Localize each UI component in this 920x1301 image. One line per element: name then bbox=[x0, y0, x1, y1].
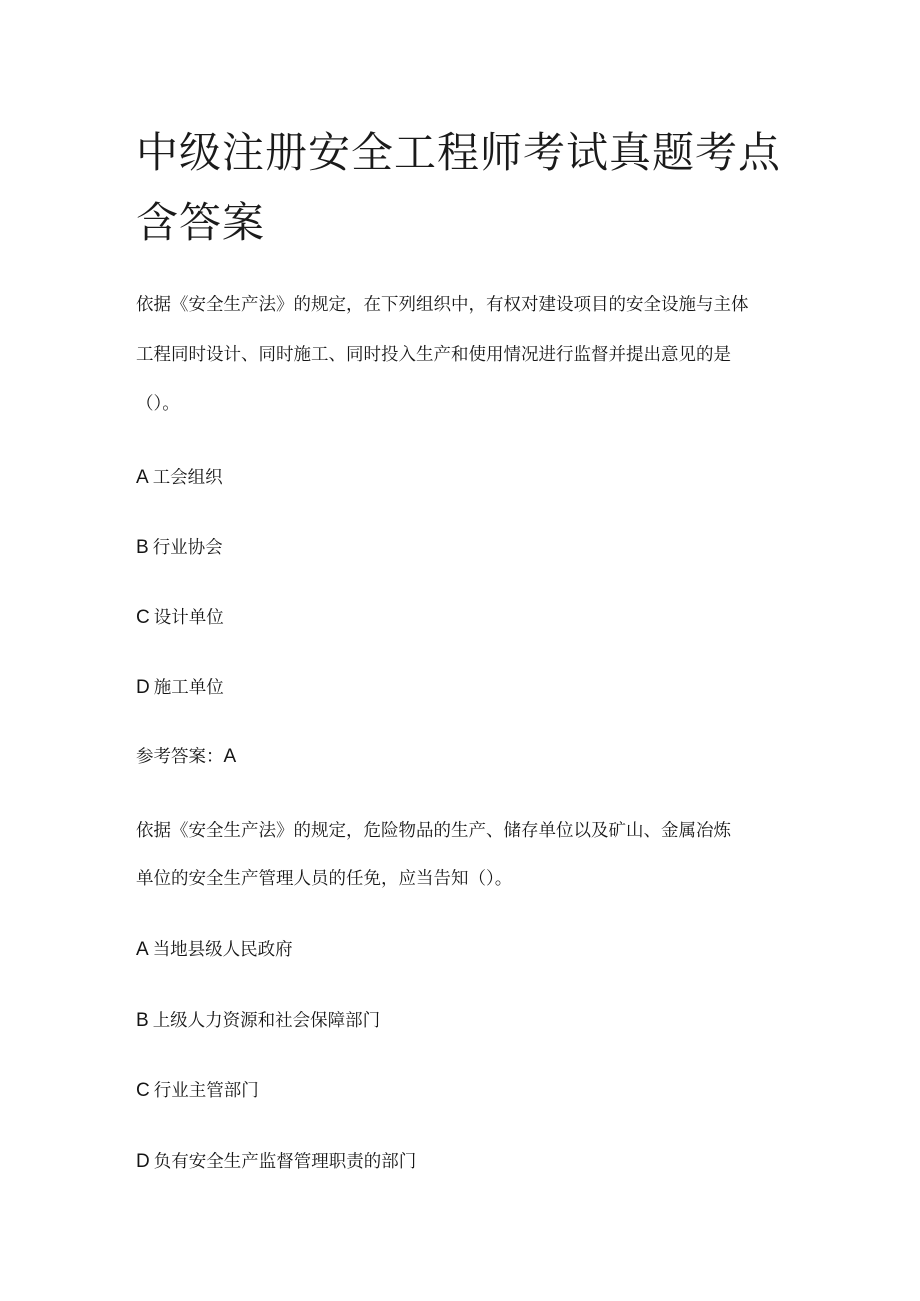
option-text: 设计单位 bbox=[153, 608, 224, 628]
option-text: 施工单位 bbox=[153, 678, 224, 698]
option-letter: B bbox=[136, 537, 149, 558]
title-line-2: 含答案 bbox=[136, 198, 266, 247]
question-1-stem-line-2: 工程同时设计、同时施工、同时投入生产和使用情况进行监督并提出意见的是 bbox=[136, 345, 731, 365]
option-text: 负有安全生产监督管理职责的部门 bbox=[153, 1152, 417, 1172]
question-1-option-d bbox=[136, 676, 224, 700]
option-text: 行业主管部门 bbox=[153, 1081, 259, 1101]
option-letter: A bbox=[136, 939, 149, 960]
option-text: 上级人力资源和社会保障部门 bbox=[152, 1011, 381, 1031]
document-title bbox=[136, 118, 796, 258]
question-1-stem-line-1: 依据《安全生产法》的规定，在下列组织中，有权对建设项目的安全设施与主体 bbox=[136, 295, 749, 315]
question-1-stem-line-3: （）。 bbox=[136, 394, 180, 414]
answer-label: 参考答案： bbox=[136, 747, 224, 767]
question-2-stem-line-2: 单位的安全生产管理人员的任免，应当告知（）。 bbox=[136, 869, 513, 889]
option-letter: A bbox=[136, 467, 149, 488]
option-letter: B bbox=[136, 1010, 149, 1031]
option-letter: C bbox=[136, 607, 150, 628]
option-text: 当地县级人民政府 bbox=[152, 940, 293, 960]
question-2-option-b bbox=[136, 1009, 380, 1033]
question-2-option-d bbox=[136, 1150, 416, 1174]
question-2-stem-line-1: 依据《安全生产法》的规定，危险物品的生产、储存单位以及矿山、金属冶炼 bbox=[136, 821, 731, 841]
question-1-option-c bbox=[136, 606, 224, 630]
answer-value: A bbox=[223, 746, 237, 767]
question-1-answer bbox=[136, 745, 236, 769]
question-1-option-b bbox=[136, 536, 223, 560]
title-line-1: 中级注册安全工程师考试真题考点 bbox=[136, 128, 782, 177]
option-letter: C bbox=[136, 1080, 150, 1101]
question-2-option-c bbox=[136, 1079, 259, 1103]
option-letter: D bbox=[136, 677, 150, 698]
question-2-option-a bbox=[136, 938, 293, 962]
question-1-option-a bbox=[136, 466, 223, 490]
option-text: 行业协会 bbox=[152, 538, 223, 558]
option-letter: D bbox=[136, 1151, 150, 1172]
option-text: 工会组织 bbox=[152, 468, 223, 488]
